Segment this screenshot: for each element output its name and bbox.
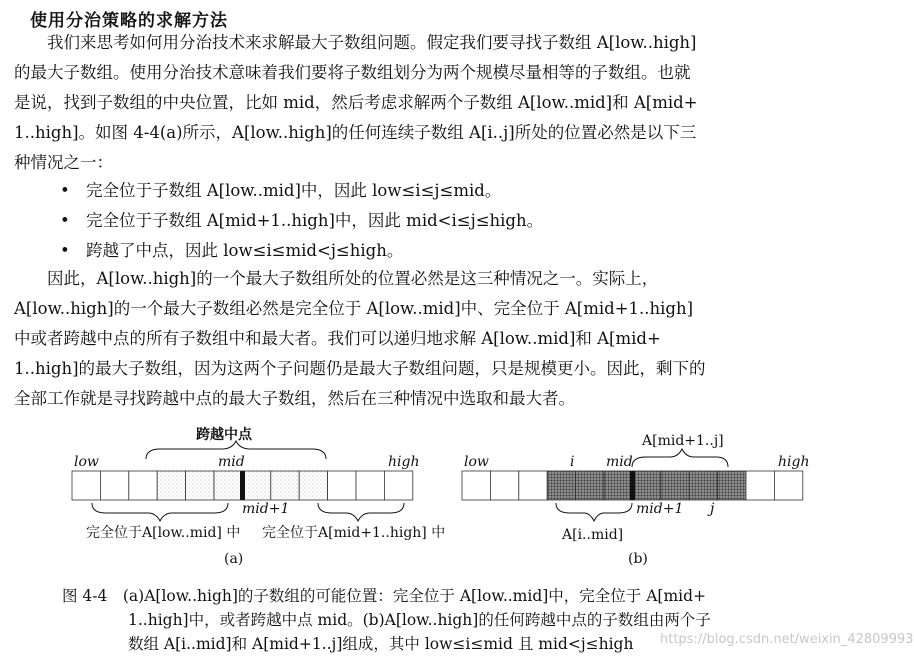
- mid-label: mid: [218, 454, 245, 470]
- bullet-icon: •: [60, 211, 70, 230]
- text-line: 1..high]的最大子数组，因为这两个子问题仍是最大子数组问题，只是规模更小。因此，剩下的: [14, 359, 706, 378]
- array-cell: [328, 471, 356, 500]
- top-brace-b: [632, 449, 728, 467]
- list-item-text: 完全位于子数组 A[low..mid]中，因此 low≤i≤j≤mid。: [86, 181, 502, 200]
- array-cell: [774, 471, 802, 500]
- array-cell: [384, 471, 412, 500]
- array-cell: [356, 471, 384, 500]
- text-line: 中或者跨越中点的所有子数组中和最大者。我们可以递归地求解 A[low..mid]和 A[mid+: [14, 329, 661, 348]
- left-part-label: A[i..mid]: [562, 527, 624, 543]
- i-label: i: [570, 454, 575, 470]
- figure-caption: [62, 584, 711, 656]
- paragraph-conclusion: [14, 264, 854, 414]
- list-item: [60, 206, 543, 236]
- array-cell: [604, 471, 632, 500]
- left-brace: [92, 503, 228, 521]
- list-item: [60, 236, 543, 266]
- text-line: 是说，找到子数组的中央位置，比如 mid，然后考虑求解两个子数组 A[low..mid]和 A[mid+: [14, 93, 698, 112]
- bottom-brace-b: [556, 503, 632, 521]
- j-label: j: [710, 501, 715, 517]
- diagram-b: [462, 433, 809, 567]
- array-cell: [519, 471, 547, 500]
- right-region-label: 完全位于A[mid+1..high] 中: [262, 525, 446, 541]
- caption-line: 图 4-4 (a)A[low..high]的子数组的可能位置：完全位于 A[low..mid]中，完全位于 A[mid+: [62, 587, 707, 605]
- bullet-icon: •: [60, 181, 70, 200]
- text-line: 我们来思考如何用分治技术来求解最大子数组问题。假定我们要寻找子数组 A[low..high]: [14, 33, 697, 52]
- tag-a: (a): [224, 551, 244, 567]
- array-diagram: [0, 415, 852, 585]
- case-list: [60, 176, 543, 266]
- bullet-icon: •: [60, 241, 70, 260]
- caption-line: 1..high]中，或者跨越中点 mid。(b)A[low..high]的任何跨越中点的子数组由两个子: [128, 611, 711, 629]
- mid-plus-one-label: mid+1: [242, 501, 290, 517]
- paragraph-intro: [14, 28, 854, 178]
- array-cell: [661, 471, 689, 500]
- array-cell: [547, 471, 575, 500]
- array-cell: [576, 471, 604, 500]
- array-cell: [462, 471, 490, 500]
- array-cell: [490, 471, 518, 500]
- figure-4-4: [0, 415, 852, 585]
- high-label: high: [388, 454, 420, 470]
- array-cell: [271, 471, 299, 500]
- array-cell: [689, 471, 717, 500]
- array-cell: [186, 471, 214, 500]
- text-line: 种情况之一：: [14, 153, 113, 172]
- array-cell: [72, 471, 100, 500]
- right-brace: [318, 503, 404, 521]
- array-cell: [157, 471, 185, 500]
- list-item-text: 完全位于子数组 A[mid+1..high]中，因此 mid<i≤j≤high。: [86, 211, 544, 230]
- mid-divider-b: [630, 471, 635, 500]
- list-item-text: 跨越了中点，因此 low≤i≤mid<j≤high。: [86, 241, 404, 260]
- watermark: https://blog.csdn.net/weixin_42809993: [660, 632, 914, 647]
- array-cell: [100, 471, 128, 500]
- array-cell: [746, 471, 774, 500]
- mid-label-b: mid: [606, 454, 633, 470]
- array-cell: [718, 471, 746, 500]
- text-line: 的最大子数组。使用分治技术意味着我们要将子数组划分为两个规模尽量相等的子数组。也就: [14, 63, 691, 82]
- low-label: low: [74, 454, 99, 470]
- mid-plus-one-label-b: mid+1: [636, 501, 684, 517]
- array-cell: [242, 471, 270, 500]
- tag-b: (b): [628, 551, 648, 567]
- caption-line: 数组 A[i..mid]和 A[mid+1..j]组成，其中 low≤i≤mid 且 mid<j≤high: [128, 635, 634, 653]
- array-cell: [129, 471, 157, 500]
- cross-midpoint-label: 跨越中点: [196, 427, 252, 443]
- mid-divider: [240, 471, 245, 500]
- diagram-a: [72, 426, 445, 567]
- array-cell: [299, 471, 327, 500]
- array-cell: [632, 471, 660, 500]
- left-region-label: 完全位于A[low..mid] 中: [86, 525, 241, 541]
- high-label-b: high: [778, 454, 810, 470]
- text-line: 因此，A[low..high]的一个最大子数组所处的位置必然是这三种情况之一。实际上，: [14, 269, 659, 288]
- text-line: 全部工作就是寻找跨越中点的最大子数组，然后在三种情况中选取和最大者。: [14, 389, 575, 408]
- right-part-label: A[mid+1..j]: [642, 433, 724, 449]
- array-cell: [214, 471, 242, 500]
- low-label-b: low: [464, 454, 489, 470]
- list-item: [60, 176, 543, 206]
- text-line: A[low..high]的一个最大子数组必然是完全位于 A[low..mid]中、完全位于 A[mid+1..high]: [14, 299, 694, 318]
- text-line: 1..high]。如图 4-4(a)所示，A[low..high]的任何连续子数组 A[i..j]所处的位置必然是以下三: [14, 123, 697, 142]
- section-heading: 使用分治策略的求解方法: [30, 11, 228, 31]
